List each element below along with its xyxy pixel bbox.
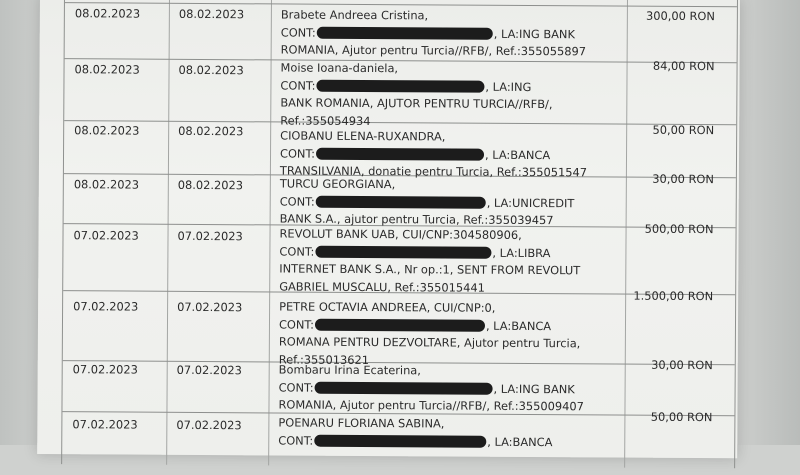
table-row <box>65 2 737 63</box>
redaction-mark <box>315 381 493 394</box>
description-line: BANK ROMANIA, AJUTOR PENTRU TURCIA//RFB/, <box>280 95 553 112</box>
transaction-description <box>280 175 575 230</box>
description-line: CONT: , LA:BANCA <box>278 317 552 333</box>
description-line: CIOBANU ELENA-RUXANDRA, <box>280 128 446 144</box>
transactions-table <box>61 0 738 468</box>
booking-date: 07.02.2023 <box>73 228 139 243</box>
value-date: 08.02.2023 <box>178 123 244 139</box>
value-date: 08.02.2023 <box>178 62 244 78</box>
description-line <box>281 0 371 3</box>
description-line: CONT: , LA:ING BANK <box>280 25 575 41</box>
value-date: 08.02.2023 <box>178 6 245 22</box>
table-row <box>64 120 736 178</box>
booking-date: 07.02.2023 <box>73 299 139 314</box>
transaction-amount: 50,00 RON <box>652 122 715 138</box>
transaction-amount: 84,00 RON <box>652 58 715 74</box>
redaction-mark <box>315 245 491 258</box>
description-line: Brabete Andreea Cristina, <box>280 7 429 23</box>
description-line: POENARU FLORIANA SABINA, <box>278 415 445 431</box>
description-line: CONT: , LA:ING <box>280 78 532 94</box>
description-line: Bombaru Irina Ecaterina, <box>278 362 421 378</box>
booking-date: 08.02.2023 <box>74 62 140 77</box>
description-line: CONT: , LA:ING BANK <box>278 380 575 396</box>
transaction-description <box>278 414 552 451</box>
table-row <box>64 58 736 128</box>
value-date: 07.02.2023 <box>176 362 242 378</box>
description-line: INTERNET BANK S.A., Nr op.:1, SENT FROM REVOLUT <box>279 261 581 278</box>
value-date: 08.02.2023 <box>177 177 244 193</box>
transaction-description <box>278 361 584 416</box>
description-line: PETRE OCTAVIA ANDREEA, CUI/CNP:0, <box>279 299 496 315</box>
booking-date: 08.02.2023 <box>74 6 141 21</box>
transaction-description <box>280 59 553 131</box>
redaction-mark <box>315 318 485 331</box>
description-line: Ref.:355013621 <box>278 352 370 367</box>
value-date: 07.02.2023 <box>176 417 242 433</box>
description-line: TURCU GEORGIANA, <box>279 176 396 192</box>
table-row <box>62 411 734 475</box>
transaction-description <box>281 6 587 61</box>
description-line: REVOLUT BANK UAB, CUI/CNP:304580906, <box>279 226 522 242</box>
transaction-amount: 30,00 RON <box>651 357 713 373</box>
table-row <box>63 223 735 295</box>
booking-date: 08.02.2023 <box>74 123 140 138</box>
bank-statement-page <box>37 0 740 458</box>
redaction-mark <box>316 79 484 92</box>
description-line: ROMANA PENTRU DEZVOLTARE, Ajutor pentru Turcia, <box>278 334 581 351</box>
value-date: 07.02.2023 <box>177 228 243 244</box>
redaction-mark <box>316 195 486 208</box>
table-row <box>64 173 736 228</box>
transaction-description <box>281 0 371 3</box>
description-line: ROMANIA, Ajutor pentru Turcia//RFB/, Ref.:355055897 <box>280 42 587 59</box>
description-line: TRANSILVANIA, donatie pentru Turcia, Ref.:355051547 <box>279 163 588 180</box>
booking-date: 08.02.2023 <box>73 177 140 192</box>
description-line: ROMANIA, Ajutor pentru Turcia//RFB/, Ref.:355009407 <box>278 397 584 414</box>
redaction-mark <box>316 147 484 160</box>
description-line: Moise Ioana-daniela, <box>280 60 399 76</box>
description-line: Ref.:355054934 <box>280 113 371 128</box>
description-line: CONT: , LA:LIBRA <box>279 244 551 260</box>
transaction-amount: 300,00 RON <box>645 8 715 24</box>
redaction-mark <box>317 26 493 39</box>
description-line: CONT: , LA:UNICREDIT <box>279 194 575 210</box>
transaction-amount: 50,00 RON <box>650 409 713 425</box>
booking-date: 07.02.2023 <box>72 362 138 377</box>
description-line: CONT: , LA:BANCA <box>279 146 551 162</box>
value-date: 07.02.2023 <box>177 299 243 315</box>
redaction-mark <box>314 434 486 447</box>
transaction-amount: 1.500,00 RON <box>633 288 714 304</box>
transaction-amount: 500,00 RON <box>644 221 714 237</box>
transaction-amount: 30,00 RON <box>652 171 714 187</box>
transaction-description <box>279 298 581 370</box>
booking-date: 07.02.2023 <box>72 417 138 432</box>
transaction-description <box>279 225 580 297</box>
description-line: CONT: , LA:BANCA <box>278 433 553 449</box>
description-line: GABRIEL MUSCALU, Ref.:355015441 <box>279 279 485 295</box>
table-row <box>63 290 735 365</box>
description-line: BANK S.A., ajutor pentru Turcia, Ref.:355039457 <box>279 211 554 228</box>
